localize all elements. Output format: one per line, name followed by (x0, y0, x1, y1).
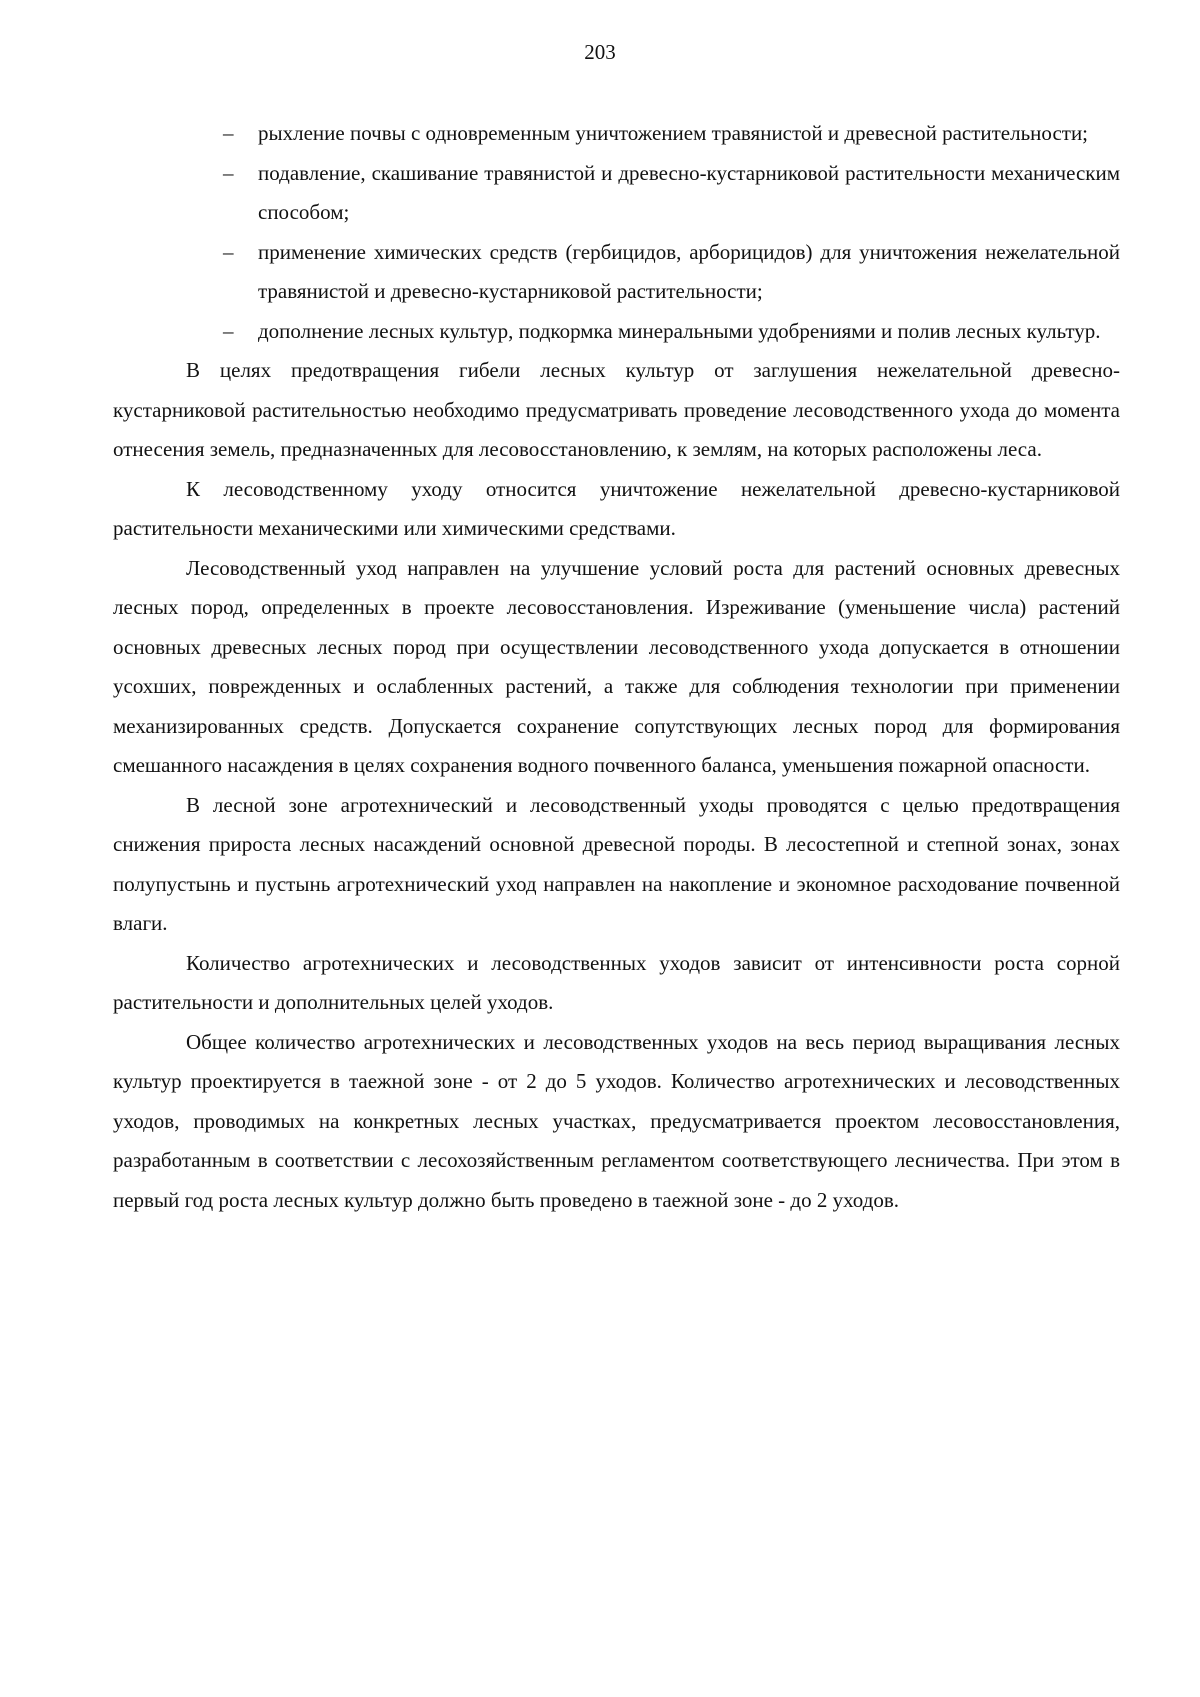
bullet-dash: – (223, 318, 234, 343)
paragraph: Количество агротехнических и лесоводственных уходов зависит от интенсивности роста сорной растительности и дополнительных целей уходов. (113, 950, 1120, 1014)
paragraph: Лесоводственный уход направлен на улучшение условий роста для растений основных древесных лесных пород, определенных в проекте лесовосстановления. Изреживание (уменьшение числа) растений основных древесных лесных пород при осуществлении лесоводственного ухода допускается в отношении усохших, поврежденных и ослабленных растений, а также для соблюдения технологии при применении механизированных средств. Допускается сохранение сопутствующих лесных пород для формирования смешанного насаждения в целях сохранения водного почвенного баланса, уменьшения пожарной опасности. (113, 555, 1120, 777)
bullet-dash: – (223, 239, 234, 264)
list-item (113, 154, 1120, 233)
list-item-text: подавление, скашивание травянистой и древесно-кустарниковой растительности механическим способом; (258, 160, 1120, 224)
bullet-dash: – (223, 160, 234, 185)
list-item (113, 312, 1120, 352)
paragraph: Общее количество агротехнических и лесоводственных уходов на весь период выращивания лесных культур проектируется в таежной зоне - от 2 до 5 уходов. Количество агротехнических и лесоводственных уходов, проводимых на конкретных лесных участках, предусматривается проектом лесовосстановления, разработанным в соответствии с лесохозяйственным регламентом соответствующего лесничества. При этом в первый год роста лесных культур должно быть проведено в таежной зоне - до 2 уходов. (113, 1029, 1120, 1212)
bullet-dash: – (223, 121, 234, 145)
list-item (113, 114, 1120, 154)
list-item (113, 233, 1120, 312)
bullet-list (113, 114, 1120, 351)
page-number: 203 (584, 40, 616, 64)
document-body (113, 114, 1120, 1220)
list-item-text: рыхление почвы с одновременным уничтожением травянистой и древесной растительности; (258, 121, 1089, 145)
paragraph: К лесоводственному уходу относится уничтожение нежелательной древесно-кустарниковой растительности механическими или химическими средствами. (113, 476, 1120, 540)
paragraph: В лесной зоне агротехнический и лесоводственный уходы проводятся с целью предотвращения снижения прироста лесных насаждений основной древесной породы. В лесостепной и степной зонах, зонах полупустынь и пустынь агротехнический уход направлен на накопление и экономное расходование почвенной влаги. (113, 792, 1120, 935)
list-item-text: применение химических средств (гербицидов, арборицидов) для уничтожения нежелательной травянистой и древесно-кустарниковой растительности; (258, 239, 1120, 303)
list-item-text: дополнение лесных культур, подкормка минеральными удобрениями и полив лесных культур. (258, 318, 1101, 343)
paragraph: В целях предотвращения гибели лесных культур от заглушения нежелательной древесно-кустарниковой растительностью необходимо предусматривать проведение лесоводственного ухода до момента отнесения земель, предназначенных для лесовосстановлению, к землям, на которых расположены леса. (113, 358, 1120, 461)
